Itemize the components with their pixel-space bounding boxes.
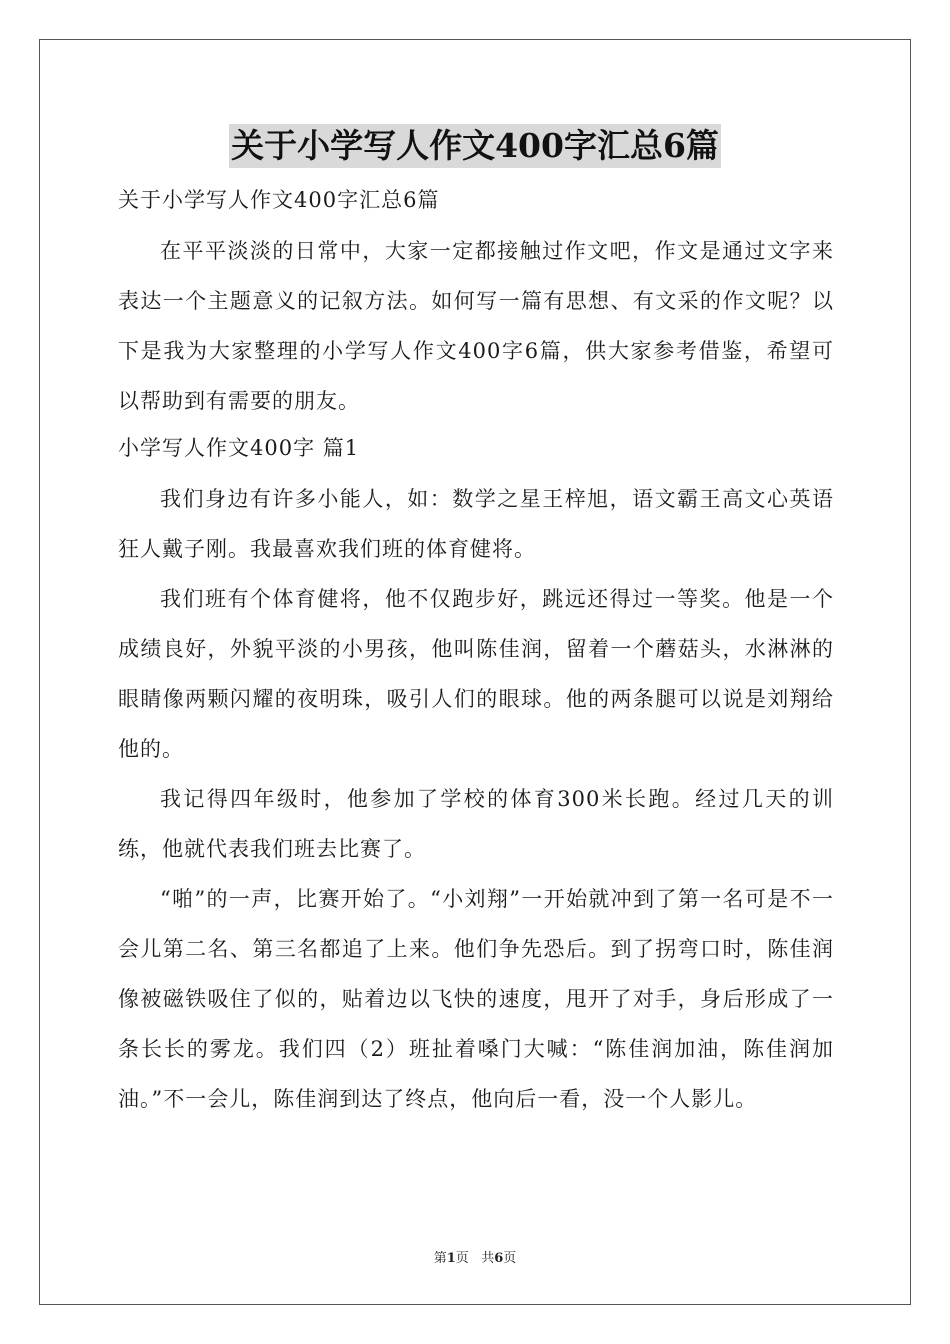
document-subtitle: 关于小学写人作文400字汇总6篇 bbox=[118, 188, 440, 212]
body-paragraph: 我们身边有许多小能人，如：数学之星王梓旭，语文霸王高文心英语狂人戴子刚。我最喜欢我们班的体育健将。 bbox=[118, 487, 834, 561]
body-paragraph: 我们班有个体育健将，他不仅跑步好，跳远还得过一等奖。他是一个成绩良好，外貌平淡的小男孩，他叫陈佳润，留着一个蘑菇头，水淋淋的眼睛像两颗闪耀的夜明珠，吸引人们的眼球。他的两条腿可以说是刘翔给他的。 bbox=[118, 587, 834, 761]
page-footer bbox=[0, 1247, 950, 1266]
body-paragraph: “啪”的一声，比赛开始了。“小刘翔”一开始就冲到了第一名可是不一会儿第二名、第三名都追了上来。他们争先恐后。到了拐弯口时，陈佳润像被磁铁吸住了似的，贴着边以飞快的速度，甩开了对手，身后形成了一条长长的雾龙。我们四（2）班扯着嗓门大喊：“陈佳润加油，陈佳润加油。”不一会儿，陈佳润到达了终点，他向后一看，没一个人影儿。 bbox=[118, 887, 834, 1111]
page-suffix: 页 bbox=[455, 1251, 469, 1266]
document-body bbox=[118, 178, 834, 1124]
total-prefix: 共 bbox=[481, 1251, 495, 1266]
total-pages: 6 bbox=[494, 1251, 504, 1266]
intro-paragraph: 在平平淡淡的日常中，大家一定都接触过作文吧，作文是通过文字来表达一个主题意义的记叙方法。如何写一篇有思想、有文采的作文呢？以下是我为大家整理的小学写人作文400字6篇，供大家参考借鉴，希望可以帮助到有需要的朋友。 bbox=[118, 239, 834, 413]
section-heading: 小学写人作文400字 篇1 bbox=[118, 436, 360, 460]
document-title: 关于小学写人作文400字汇总6篇 bbox=[229, 124, 721, 168]
title-container bbox=[0, 124, 950, 168]
total-suffix: 页 bbox=[503, 1251, 517, 1266]
page-prefix: 第 bbox=[433, 1251, 447, 1266]
page-number: 1 bbox=[446, 1251, 456, 1266]
body-paragraph: 我记得四年级时，他参加了学校的体育300米长跑。经过几天的训练，他就代表我们班去比赛了。 bbox=[118, 787, 834, 861]
